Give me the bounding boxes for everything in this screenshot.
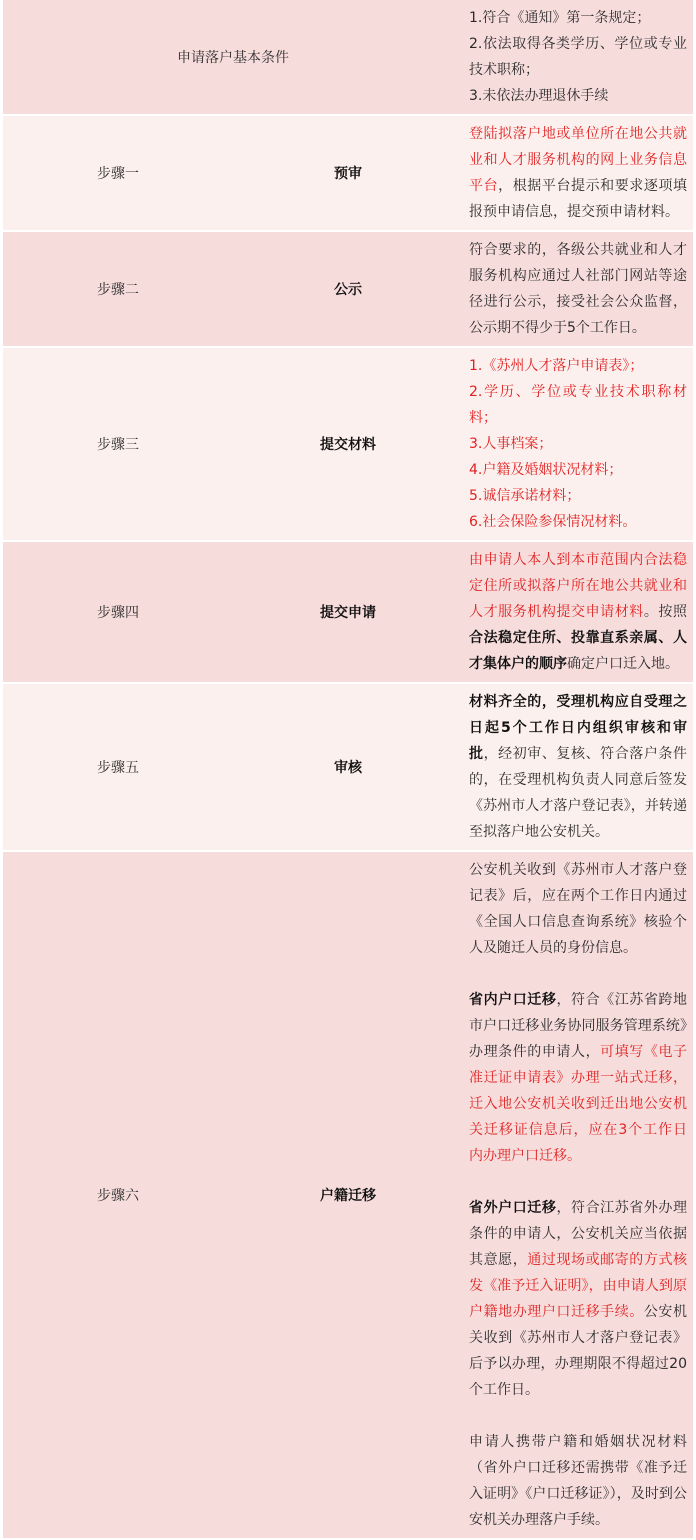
step3-item-5: 5.诚信承诺材料； <box>469 488 581 504</box>
basic-condition-3: 3.未依法办理退休手续 <box>469 88 609 104</box>
step1-text: ，根据平台提示和要求逐项填报预申请信息，提交预申请材料。 <box>469 178 688 220</box>
step4-bold-text: 合法稳定住所、投靠直系亲属、人才集体户的顺序 <box>469 630 687 672</box>
step3-item-6: 6.社会保险参保情况材料。 <box>469 514 637 530</box>
basic-condition-1: 1.符合《通知》第一条规定； <box>469 10 651 26</box>
step4-number: 步骤四 <box>3 541 233 683</box>
step6-name: 户籍迁移 <box>233 851 463 1539</box>
step5-text: ，经初审、复核、符合落户条件的，在受理机构负责人同意后签发《苏州市人才落户登记表》，并转递至拟落户地公安机关。 <box>469 746 688 840</box>
row-step2 <box>3 231 693 347</box>
row-step6 <box>3 851 693 1539</box>
row-step4 <box>3 541 693 683</box>
step6-paragraph-1: 公安机关收到《苏州市人才落户登记表》后，应在两个工作日内通过《全国人口信息查询系统》核验个人及随迁人员的身份信息。 <box>469 862 687 956</box>
step2-description: 符合要求的，各级公共就业和人才服务机构应通过人社部门网站等途径进行公示，接受社会公众监督，公示期不得少于5个工作日。 <box>463 231 693 347</box>
step4-text-1: 。按照 <box>643 604 688 620</box>
step6-p3-text-2: 公安机关收到《苏州市人才落户登记表》后予以办理，办理期限不得超过20个工作日。 <box>469 1304 688 1398</box>
step6-intra-province-heading: 省内户口迁移 <box>469 992 557 1008</box>
row-step5 <box>3 683 693 851</box>
step6-number: 步骤六 <box>3 851 233 1539</box>
step6-paragraph-4: 申请人携带户籍和婚姻状况材料（省外户口迁移还需携带《准予迁入证明》《户口迁移证》），及时到公安机关办理落户手续。 <box>469 1434 687 1528</box>
step6-p2-red-text: 可填写《电子准迁证申请表》办理一站式迁移，迁入地公安机关收到迁出地公安机关迁移证信息后，应在3个工作日内办理户口迁移。 <box>469 1044 688 1164</box>
step3-materials-list <box>463 347 693 541</box>
step3-number: 步骤三 <box>3 347 233 541</box>
step2-name: 公示 <box>233 231 463 347</box>
step3-item-4: 4.户籍及婚姻状况材料； <box>469 462 623 478</box>
step6-p2-text: ，符合《江苏省跨地市户口迁移业务协同服务管理系统》办理条件的申请人， <box>469 992 688 1060</box>
step3-item-3: 3.人事档案； <box>469 436 553 452</box>
step5-name: 审核 <box>233 683 463 851</box>
step2-number: 步骤二 <box>3 231 233 347</box>
row-basic-conditions <box>3 0 693 115</box>
step5-bold-text: 材料齐全的，受理机构应自受理之日起5个工作日内组织审核和审批 <box>469 694 687 762</box>
residency-steps-table <box>3 0 693 1540</box>
step6-out-province-heading: 省外户口迁移 <box>469 1200 557 1216</box>
step6-p3-red-text: 通过现场或邮寄的方式核发《准予迁入证明》，由申请人到原户籍地办理户口迁移手续。 <box>469 1252 688 1320</box>
step4-red-text: 由申请人本人到本市范围内合法稳定住所或拟落户所在地公共就业和人才服务机构提交申请材料 <box>469 552 687 620</box>
step6-paragraph-2 <box>469 987 687 1169</box>
basic-conditions-list <box>463 0 693 115</box>
step3-name: 提交材料 <box>233 347 463 541</box>
step6-p3-text-1: ，符合江苏省外办理条件的申请人，公安机关应当依据其意愿， <box>469 1200 688 1268</box>
step4-name: 提交申请 <box>233 541 463 683</box>
step4-description <box>463 541 693 683</box>
basic-condition-2: 2.依法取得各类学历、学位或专业技术职称； <box>469 36 687 78</box>
step6-spacer-1 <box>469 961 687 987</box>
step3-item-2: 2.学历、学位或专业技术职称材料； <box>469 384 687 426</box>
step4-text-2: 确定户口迁入地。 <box>567 656 679 672</box>
step5-number: 步骤五 <box>3 683 233 851</box>
step6-spacer-3 <box>469 1403 687 1429</box>
row-step1 <box>3 115 693 231</box>
step1-description <box>463 115 693 231</box>
step5-description <box>463 683 693 851</box>
step6-description <box>463 851 693 1539</box>
row-step3 <box>3 347 693 541</box>
basic-conditions-label: 申请落户基本条件 <box>3 0 463 115</box>
step6-paragraph-3 <box>469 1195 687 1403</box>
step1-red-text: 登陆拟落户地或单位所在地公共就业和人才服务机构的网上业务信息平台 <box>469 126 687 194</box>
step6-spacer-2 <box>469 1169 687 1195</box>
step1-number: 步骤一 <box>3 115 233 231</box>
step1-name: 预审 <box>233 115 463 231</box>
step3-item-1: 1.《苏州人才落户申请表》； <box>469 358 644 374</box>
